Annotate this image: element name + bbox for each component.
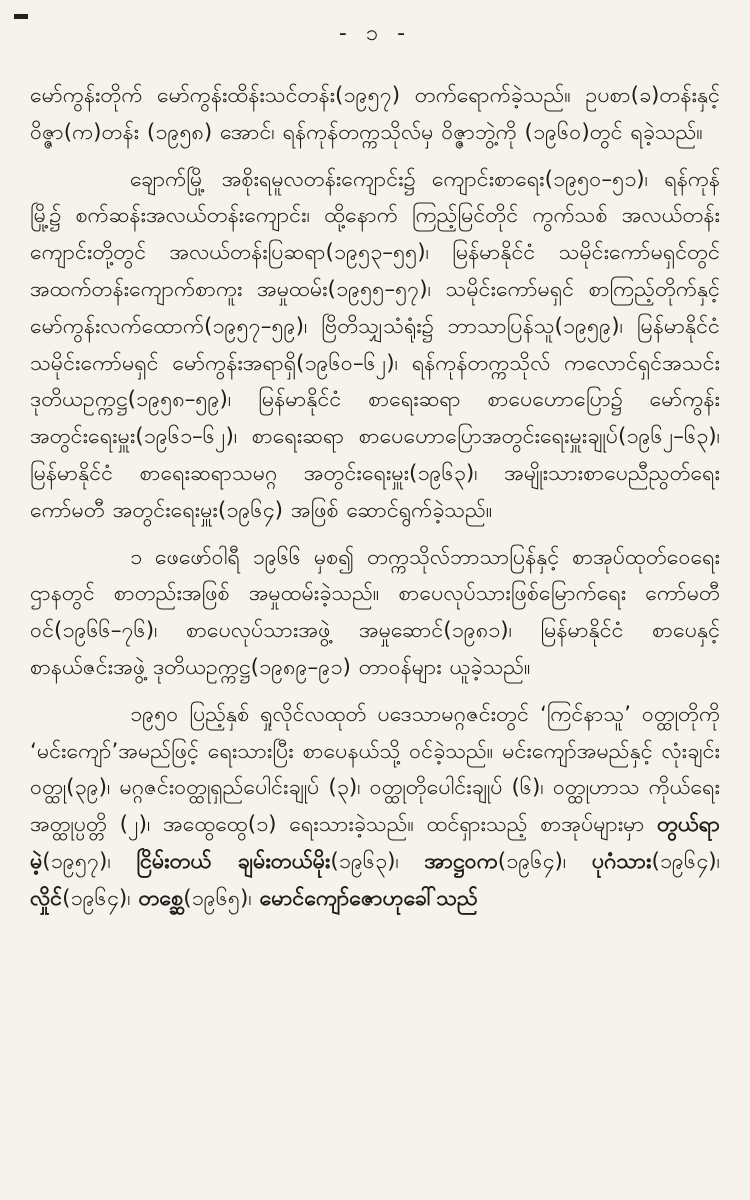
book-title: တွယ်ရာမဲ့	[30, 812, 720, 874]
book-title: မောင်ကျော်ဇောဟုခေါ်သည်	[259, 885, 478, 911]
page-number: - ၁ -	[338, 21, 412, 46]
paragraph-career: ချောက်မြို့ အစိုးရမူလတန်းကျောင်း၌ ကျောင်းစာရေး(၁၉၅၀–၅၁)၊ ရန်ကုန်မြို့၌ စက်ဆန်းအလယ်တန်းကျောင်း၊ ထို့နောက် ကြည့်မြင်တိုင် ကွက်သစ် အလယ်တန်းကျောင်းတို့တွင် အလယ်တန်းပြဆရာ(၁၉၅၃–၅၅)၊ မြန်မာနိုင်ငံ သမိုင်းကော်မရှင်တွင် အထက်တန်းကျောက်စာကူး အမှုထမ်း(၁၉၅၅–၅၇)၊ သမိုင်းကော်မရှင် စာကြည့်တိုက်နှင့် မော်ကွန်းလက်ထောက်(၁၉၅၇–၅၉)၊ ဗြိတိသျှသံရုံး၌ ဘာသာပြန်သူ(၁၉၅၉)၊ မြန်မာနိုင်ငံ သမိုင်းကော်မရှင် မော်ကွန်းအရာရှိ(၁၉၆၀–၆၂)၊ ရန်ကုန်တက္ကသိုလ် ကလောင်ရှင်အသင်း ဒုတိယဥက္ကဋ္ဌ(၁၉၅၈–၅၉)၊ မြန်မာနိုင်ငံ စာရေးဆရာ စာပေဟောပြော၌ မော်ကွန်းအတွင်းရေးမှူး(၁၉၆၁–၆၂)၊ စာရေးဆရာ စာပေဟောပြောအတွင်းရေးမှူးချုပ်(၁၉၆၂–၆၃)၊ မြန်မာနိုင်ငံ စာရေးဆရာသမဂ္ဂ အတွင်းရေးမှူး(၁၉၆၃)၊ အမျိုးသားစာပေညီညွတ်ရေး ကော်မတီ အတွင်းရေးမှူး(၁၉၆၄) အဖြစ် ဆောင်ရွက်ခဲ့သည်။	[30, 166, 720, 523]
book-title: တစ္ဆေ	[138, 885, 184, 911]
book-year: (၁၉၅၇)၊	[42, 848, 111, 874]
paragraph-education: မော်ကွန်းတိုက် မော်ကွန်းထိန်းသင်တန်း(၁၉၅၇) တက်ရောက်ခဲ့သည်။ ဥပစာ(ခ)တန်းနှင့် ဝိဇ္ဇာ(က)တန်း (၁၉၅၈) အောင်၊ ရန်ကုန်တက္ကသိုလ်မှ ဝိဇ္ဇာဘွဲ့ကို (၁၉၆၀)တွင် ရခဲ့သည်။	[30, 83, 720, 145]
book-year: (၁၉၆၄)၊	[497, 848, 567, 874]
book-year: (၁၉၆၄)၊	[62, 885, 131, 911]
book-title: ပုဂံသား	[591, 848, 652, 874]
book-year: (၁၉၆၅)၊	[183, 885, 252, 911]
paragraph-literary-works	[30, 697, 720, 918]
body-text	[30, 78, 720, 928]
book-year: (၁၉၆၄)၊	[651, 848, 721, 874]
paragraph-editor: ၁ ဖေဖော်ဝါရီ ၁၉၆၆ မှစ၍ တက္ကသိုလ်ဘာသာပြန်နှင့် စာအုပ်ထုတ်ဝေရေးဌာနတွင် စာတည်းအဖြစ် အမှုထမ်းခဲ့သည်။ စာပေလုပ်သားဖြစ်မြောက်ရေး ကော်မတီဝင်(၁၉၆၆–၇၆)၊ စာပေလုပ်သားအဖွဲ့ အမှုဆောင်(၁၉၈၁)၊ မြန်မာနိုင်ငံ စာပေနှင့် စာနယ်ဇင်းအဖွဲ့ ဒုတိယဥက္ကဋ္ဌ(၁၉၈၉–၉၁) တာဝန်များ ယူခဲ့သည်။	[30, 544, 720, 680]
book-title: လှိုင်	[30, 885, 63, 911]
book-title: အာဋ္ဌဝက	[424, 848, 498, 874]
works-intro: ၁၉၅၀ ပြည့်နှစ် ရှုလိုင်လထုတ် ပဒေသာမဂ္ဂဇင်းတွင် ‘ကြင်နာသူ’ ဝတ္ထုတိုကို ‘မင်းကျော်’အမည်ဖြင့် ရေးသားပြီး စာပေနယ်သို့ ဝင်ခဲ့သည်။ မင်းကျော်အမည်နှင့် လုံးချင်းဝတ္ထု(၃၉)၊ မဂ္ဂဇင်းဝတ္ထုရှည်ပေါင်းချုပ် (၃)၊ ဝတ္ထုတိုပေါင်းချုပ် (၆)၊ ဝတ္ထုဟာသ ကိုယ်ရေးအတ္ထုပ္ပတ္တိ (၂)၊ အထွေထွေ(၁) ရေးသားခဲ့သည်။ ထင်ရှားသည့် စာအုပ်များမှာ	[30, 701, 720, 838]
book-title: ငြိမ်းတယ် ချမ်းတယ်မိုး	[136, 848, 331, 874]
book-year: (၁၉၆၃)၊	[330, 848, 399, 874]
